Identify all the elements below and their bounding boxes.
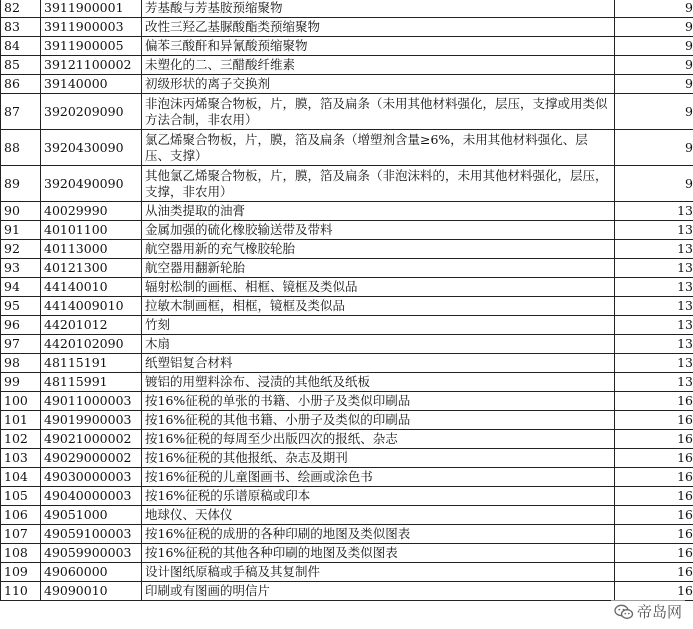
tax-rate-cell: 13 [615,259,693,278]
table-row [1,544,693,563]
tax-rate-cell: 9 [615,94,693,130]
table-row [1,373,693,392]
row-number-cell: 84 [1,37,41,56]
row-number-cell: 109 [1,563,41,582]
table-row [1,563,693,582]
tariff-table-body [1,0,693,601]
tax-rate-cell: 16 [615,411,693,430]
hs-code-cell: 49040000003 [41,487,142,506]
hs-code-cell: 39140000 [41,75,142,94]
hs-code-cell: 3920430090 [41,130,142,166]
description-cell: 非泡沫丙烯聚合物板，片，膜，箔及扁条（未用其他材料强化，层压，支撑或用类似方法合制，非农用） [142,94,615,130]
table-row [1,202,693,221]
description-cell: 偏苯三酸酐和异氰酸预缩聚物 [142,37,615,56]
table-row [1,130,693,166]
description-cell: 航空器用新的充气橡胶轮胎 [142,240,615,259]
hs-code-cell: 40029990 [41,202,142,221]
row-number-cell: 102 [1,430,41,449]
hs-code-cell: 40113000 [41,240,142,259]
tax-rate-cell: 16 [615,563,693,582]
tax-rate-cell: 9 [615,37,693,56]
tax-rate-cell: 13 [615,354,693,373]
row-number-cell: 110 [1,582,41,601]
hs-code-cell: 3920490090 [41,166,142,202]
description-cell: 按16%征税的乐谱原稿或印本 [142,487,615,506]
row-number-cell: 108 [1,544,41,563]
table-row [1,525,693,544]
hs-code-cell: 3911900003 [41,18,142,37]
tax-rate-cell: 16 [615,525,693,544]
row-number-cell: 92 [1,240,41,259]
table-row [1,240,693,259]
table-row [1,0,693,18]
watermark-text: 帝岛网 [636,603,682,621]
hs-code-cell: 3911900001 [41,0,142,18]
tax-rate-cell: 16 [615,506,693,525]
description-cell: 金属加强的硫化橡胶输送带及带料 [142,221,615,240]
tax-rate-cell: 13 [615,221,693,240]
row-number-cell: 106 [1,506,41,525]
tax-rate-cell: 9 [615,166,693,202]
description-cell: 按16%征税的其他书籍、小册子及类似的印刷品 [142,411,615,430]
table-row [1,316,693,335]
description-cell: 辐射松制的画框、相框、镜框及类似品 [142,278,615,297]
description-cell: 未塑化的二、三醋酸纤维素 [142,56,615,75]
hs-code-cell: 49030000003 [41,468,142,487]
description-cell: 按16%征税的单张的书籍、小册子及类似印刷品 [142,392,615,411]
row-number-cell: 99 [1,373,41,392]
row-number-cell: 100 [1,392,41,411]
row-number-cell: 94 [1,278,41,297]
tax-rate-cell: 9 [615,130,693,166]
description-cell: 按16%征税的其他报纸、杂志及期刊 [142,449,615,468]
hs-code-cell: 48115991 [41,373,142,392]
description-cell: 印刷或有图画的明信片 [142,582,615,601]
table-row [1,166,693,202]
hs-code-cell: 48115191 [41,354,142,373]
table-row [1,468,693,487]
row-number-cell: 98 [1,354,41,373]
table-row [1,297,693,316]
table-row [1,75,693,94]
description-cell: 木扇 [142,335,615,354]
table-row [1,278,693,297]
tax-rate-cell: 13 [615,316,693,335]
row-number-cell: 96 [1,316,41,335]
tax-rate-cell: 13 [615,297,693,316]
hs-code-cell: 4414009010 [41,297,142,316]
description-cell: 地球仪、天体仪 [142,506,615,525]
table-row [1,411,693,430]
tax-rate-cell: 9 [615,18,693,37]
hs-code-cell: 49060000 [41,563,142,582]
tax-rate-cell: 9 [615,56,693,75]
description-cell: 按16%征税的成册的各种印刷的地图及类似图表 [142,525,615,544]
row-number-cell: 83 [1,18,41,37]
hs-code-cell: 4420102090 [41,335,142,354]
table-row [1,37,693,56]
row-number-cell: 87 [1,94,41,130]
hs-code-cell: 39121100002 [41,56,142,75]
row-number-cell: 93 [1,259,41,278]
row-number-cell: 82 [1,0,41,18]
row-number-cell: 91 [1,221,41,240]
table-row [1,582,693,601]
hs-code-cell: 49059100003 [41,525,142,544]
table-row [1,487,693,506]
tax-rate-cell: 13 [615,278,693,297]
table-row [1,335,693,354]
row-number-cell: 86 [1,75,41,94]
description-cell: 纸塑铝复合材料 [142,354,615,373]
table-row [1,18,693,37]
tax-rate-cell: 16 [615,449,693,468]
wechat-icon [614,604,634,620]
tax-rate-cell: 9 [615,75,693,94]
row-number-cell: 101 [1,411,41,430]
hs-code-cell: 3920209090 [41,94,142,130]
table-row [1,221,693,240]
table-row [1,354,693,373]
table-row [1,392,693,411]
row-number-cell: 105 [1,487,41,506]
hs-code-cell: 49059900003 [41,544,142,563]
table-row [1,94,693,130]
hs-code-cell: 49051000 [41,506,142,525]
description-cell: 按16%征税的儿童图画书、绘画或涂色书 [142,468,615,487]
tax-rate-cell: 16 [615,468,693,487]
description-cell: 竹刻 [142,316,615,335]
description-cell: 按16%征税的其他各种印刷的地图及类似图表 [142,544,615,563]
row-number-cell: 88 [1,130,41,166]
tax-rate-cell: 13 [615,373,693,392]
description-cell: 其他氯乙烯聚合物板，片，膜，箔及扁条（非泡沫料的，未用其他材料强化，层压，支撑，非农用） [142,166,615,202]
description-cell: 氯乙烯聚合物板，片，膜，箔及扁条（增塑剂含量≥6%，未用其他材料强化、层压、支撑） [142,130,615,166]
row-number-cell: 104 [1,468,41,487]
description-cell: 初级形状的离子交换剂 [142,75,615,94]
row-number-cell: 107 [1,525,41,544]
description-cell: 航空器用翻新轮胎 [142,259,615,278]
table-row [1,56,693,75]
tax-rate-cell: 16 [615,430,693,449]
description-cell: 设计图纸原稿或手稿及其复制件 [142,563,615,582]
hs-code-cell: 49019900003 [41,411,142,430]
description-cell: 从油类提取的油膏 [142,202,615,221]
hs-code-cell: 49011000003 [41,392,142,411]
row-number-cell: 90 [1,202,41,221]
hs-code-cell: 49029000002 [41,449,142,468]
description-cell: 芳基酸与芳基胺预缩聚物 [142,0,615,18]
description-cell: 按16%征税的每周至少出版四次的报纸、杂志 [142,430,615,449]
tax-rate-cell: 16 [615,487,693,506]
tax-rate-cell: 9 [615,0,693,18]
watermark [611,600,685,623]
row-number-cell: 89 [1,166,41,202]
table-row [1,506,693,525]
row-number-cell: 95 [1,297,41,316]
hs-code-cell: 44201012 [41,316,142,335]
tax-rate-cell: 13 [615,335,693,354]
tax-rate-cell: 16 [615,544,693,563]
hs-code-cell: 40101100 [41,221,142,240]
hs-code-cell: 40121300 [41,259,142,278]
hs-code-cell: 3911900005 [41,37,142,56]
hs-code-cell: 49021000002 [41,430,142,449]
table-row [1,259,693,278]
description-cell: 改性三羟乙基脲酸酯类预缩聚物 [142,18,615,37]
tax-rate-cell: 16 [615,582,693,601]
table-row [1,449,693,468]
tax-rate-cell: 16 [615,392,693,411]
tax-rate-cell: 13 [615,202,693,221]
row-number-cell: 97 [1,335,41,354]
tax-rate-cell: 13 [615,240,693,259]
row-number-cell: 103 [1,449,41,468]
table-row [1,430,693,449]
description-cell: 拉敏木制画框，相框，镜框及类似品 [142,297,615,316]
hs-code-cell: 49090010 [41,582,142,601]
row-number-cell: 85 [1,56,41,75]
description-cell: 镀铝的用塑料涂布、浸渍的其他纸及纸板 [142,373,615,392]
hs-code-cell: 44140010 [41,278,142,297]
